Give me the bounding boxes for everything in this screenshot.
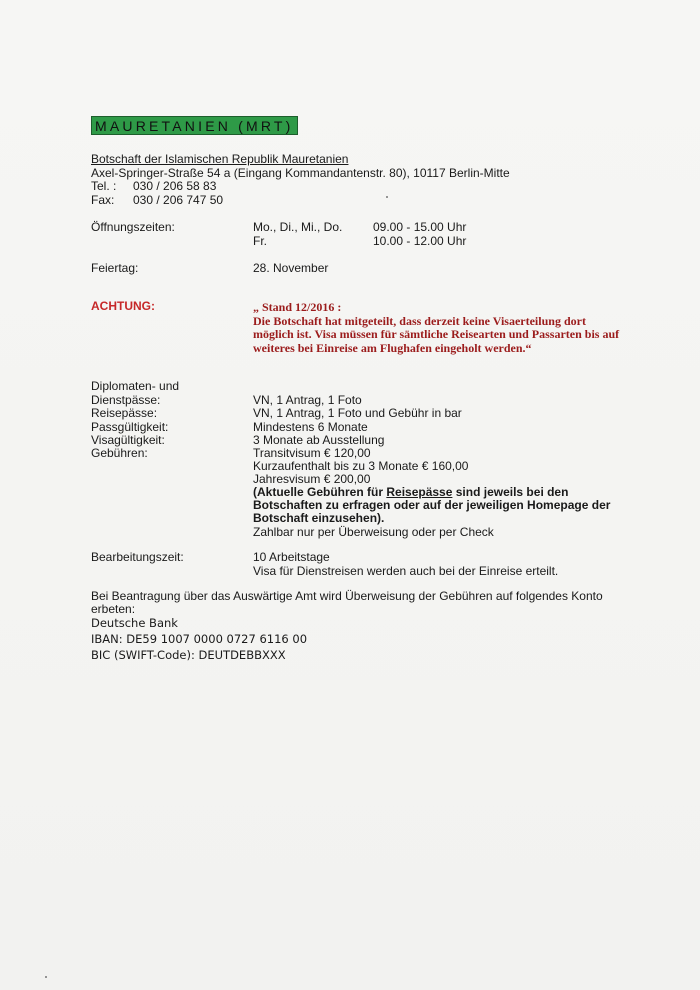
req-label-service: Dienstpässe: <box>91 393 161 407</box>
req-label-passport: Reisepässe: <box>91 406 158 420</box>
bank-bic: BIC (SWIFT-Code): DEUTDEBBXXX <box>91 648 286 662</box>
fee-annual: Jahresvisum € 200,00 <box>253 472 371 486</box>
req-label-visa-validity: Visagültigkeit: <box>91 433 165 447</box>
req-label-pass-validity: Passgültigkeit: <box>91 420 169 434</box>
scan-speck <box>45 976 47 978</box>
country-title: MAURETANIEN (MRT) <box>91 116 298 135</box>
fee-note-part: (Aktuelle Gebühren für <box>253 485 387 499</box>
req-value-visa-validity: 3 Monate ab Ausstellung <box>253 433 385 447</box>
req-label-diplomat: Diplomaten- und <box>91 379 180 393</box>
holiday-label: Feiertag: <box>91 261 139 275</box>
req-value-passport: VN, 1 Antrag, 1 Foto und Gebühr in bar <box>253 406 462 420</box>
holiday-value: 28. November <box>253 261 329 275</box>
fee-short-stay: Kurzaufenthalt bis zu 3 Monate € 160,00 <box>253 459 469 473</box>
fee-note-part: sind jeweils bei den <box>452 485 569 499</box>
req-value-pass-validity: Mindestens 6 Monate <box>253 420 368 434</box>
processing-value: 10 Arbeitstage <box>253 550 330 564</box>
bank-intro-2: erbeten: <box>91 602 136 616</box>
fee-note-underlined: Reisepässe <box>386 485 453 499</box>
payment-note: Zahlbar nur per Überweisung oder per Check <box>253 525 494 539</box>
tel-label: Tel. : <box>91 179 117 193</box>
notice-line: möglich ist. Visa müssen für sämtliche Reisearten und Passarten bis auf <box>253 327 620 342</box>
bank-intro-1: Bei Beantragung über das Auswärtige Amt wird Überweisung der Gebühren auf folgendes Konto <box>91 589 603 603</box>
opening-label: Öffnungszeiten: <box>91 220 175 234</box>
opening-hours-1: 09.00 - 15.00 Uhr <box>373 220 467 234</box>
notice-line: weiteres bei Einreise am Flughafen eingeholt werden.“ <box>253 340 532 355</box>
tel-number: 030 / 206 58 83 <box>133 179 217 193</box>
bank-iban: IBAN: DE59 1007 0000 0727 6116 00 <box>91 632 308 646</box>
scan-speck <box>386 196 388 198</box>
embassy-name: Botschaft der Islamischen Republik Mauretanien <box>91 152 349 166</box>
opening-days-1: Mo., Di., Mi., Do. <box>253 220 343 234</box>
opening-days-2: Fr. <box>253 234 267 248</box>
fee-note-line-3: Botschaft einzusehen). <box>253 511 385 525</box>
notice-line: Die Botschaft hat mitgeteilt, dass derzeit keine Visaerteilung dort <box>253 313 586 328</box>
fax-number: 030 / 206 747 50 <box>133 193 224 207</box>
bank-name: Deutsche Bank <box>91 616 178 630</box>
req-label-fees: Gebühren: <box>91 446 148 460</box>
req-value-service: VN, 1 Antrag, 1 Foto <box>253 393 362 407</box>
notice-text <box>253 300 620 355</box>
embassy-street: Axel-Springer-Straße 54 a (Eingang Kommandantenstr. 80), 10117 Berlin-Mitte <box>91 166 510 180</box>
opening-hours-2: 10.00 - 12.00 Uhr <box>373 234 467 248</box>
notice-label: ACHTUNG: <box>91 299 155 313</box>
fax-label: Fax: <box>91 193 115 207</box>
fee-note-line-2: Botschaften zu erfragen oder auf der jeweiligen Homepage der <box>253 498 611 512</box>
processing-label: Bearbeitungszeit: <box>91 550 184 564</box>
fee-transit: Transitvisum € 120,00 <box>253 446 371 460</box>
processing-note: Visa für Dienstreisen werden auch bei der Einreise erteilt. <box>253 564 559 578</box>
notice-line: „ Stand 12/2016 : <box>253 300 342 314</box>
